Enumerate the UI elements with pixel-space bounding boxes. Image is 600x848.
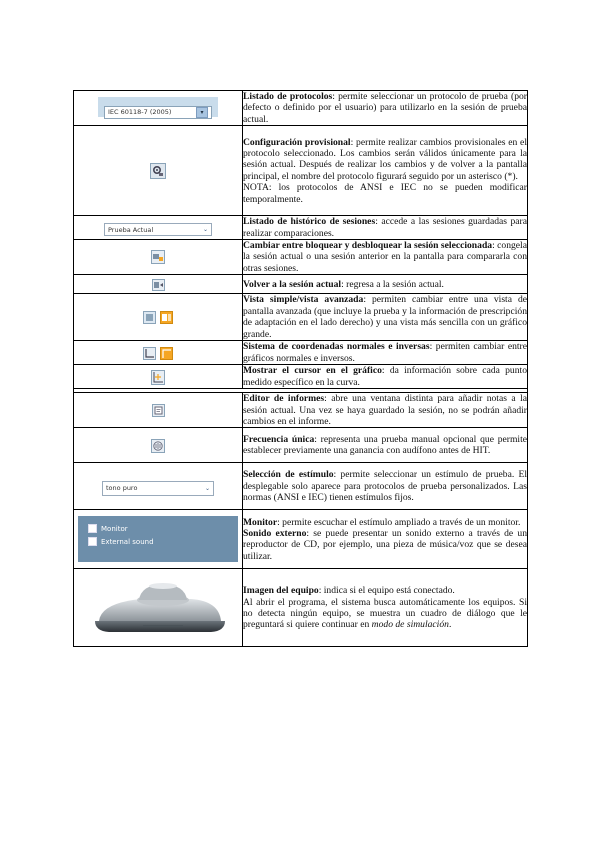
- controls-table: [73, 90, 528, 647]
- device-image: [81, 569, 236, 641]
- monitor-panel: Monitor External sound: [78, 516, 238, 562]
- report-editor-icon[interactable]: [152, 404, 165, 417]
- inverse-coords-icon[interactable]: [160, 347, 173, 360]
- table-row: [74, 216, 528, 240]
- return-session-icon[interactable]: [152, 279, 165, 291]
- table-row: [74, 341, 528, 365]
- temp-config-desc: Configuración provisional: permite realizar cambios provisionales en el protocolo seleccionado. Los cambios serán válidos únicamente para la sesión actual. Después de realizar los cambios y de volver a la pantalla principal, el nombre del protocolo figurará seguido por un asterisco (*). NOTA: los protocolos de ANSI e IEC no se pueden modificar temporalmente.: [243, 126, 528, 216]
- table-row: [74, 510, 528, 569]
- graph-cursor-desc: Mostrar el cursor en el gráfico: da información sobre cada punto medido específico en la curva.: [243, 365, 527, 388]
- stimulus-select[interactable]: tono puro ⌄: [102, 481, 214, 496]
- report-editor-desc: Editor de informes: abre una ventana distinta para añadir notas a la sesión actual. Una vez se haya guardado la sesión, no se podrán añadir cambios en el informe.: [243, 393, 527, 428]
- view-mode-desc: Vista simple/vista avanzada: permiten cambiar entre una vista de pantalla avanzada (que incluye la prueba y la información de prescripción de adaptación en el lado derecho) y una vista más sencilla con un gráfico grande.: [243, 294, 527, 340]
- table-row: [74, 393, 528, 428]
- normal-coords-icon[interactable]: [143, 347, 156, 360]
- protocol-select[interactable]: IEC 60118-7 (2005) ▾: [104, 106, 212, 119]
- chevron-down-icon: ▾: [196, 107, 208, 118]
- table-row: [74, 569, 528, 647]
- table-row: [74, 275, 528, 294]
- single-frequency-desc: Frecuencia única: representa una prueba manual opcional que permite establecer previamente una ganancia con audífono antes de HIT.: [243, 428, 528, 463]
- table-row: [74, 365, 528, 389]
- device-image-desc: Imagen del equipo: indica si el equipo está conectado. Al abrir el programa, el sistema busca automáticamente los equipos. Si no detecta ningún equipo, se muestra un cuadro de diálogo que le preguntará si quiere continuar en modo de simulación.: [243, 569, 528, 647]
- lock-toggle-icon[interactable]: [151, 250, 165, 264]
- gear-settings-icon[interactable]: [150, 163, 166, 179]
- session-history-select[interactable]: Prueba Actual ⌄: [104, 223, 212, 236]
- table-row: [74, 240, 528, 275]
- external-sound-checkbox[interactable]: [88, 537, 97, 546]
- monitor-desc: Monitor: permite escuchar el estímulo ampliado a través de un monitor. Sonido externo: se puede presentar un sonido externo a través de un reproductor de CD, por ejemplo, una pieza de música/voz que se desea utilizar.: [243, 510, 528, 569]
- chevron-down-icon: ⌄: [202, 226, 208, 234]
- protocol-list-cell: [74, 91, 243, 126]
- table-row: [74, 463, 528, 510]
- return-session-desc: Volver a la sesión actual: regresa a la sesión actual.: [243, 275, 528, 294]
- table-row: [74, 91, 528, 126]
- table-row: [74, 294, 528, 341]
- session-history-desc: Listado de histórico de sesiones: accede a las sesiones guardadas para realizar comparaciones.: [243, 216, 527, 239]
- simple-view-icon[interactable]: [143, 311, 156, 324]
- table-row: [74, 428, 528, 463]
- coords-desc: Sistema de coordenadas normales e inversas: permiten cambiar entre gráficos normales e inversos.: [243, 341, 528, 364]
- lock-session-desc: Cambiar entre bloquear y desbloquear la sesión seleccionada: congela la sesión actual o una sesión anterior en la pantalla para compararla con otras sesiones.: [243, 240, 527, 274]
- monitor-checkbox[interactable]: [88, 524, 97, 533]
- protocol-list-desc: Listado de protocolos: permite seleccionar un protocolo de prueba (por defecto o definido por el usuario) para utilizarlo en la sesión de prueba actual.: [243, 91, 527, 125]
- single-frequency-icon[interactable]: [151, 439, 165, 453]
- chevron-down-icon: ⌄: [204, 484, 210, 492]
- stimulus-desc: Selección de estímulo: permite seleccionar un estímulo de prueba. El desplegable solo aparece para protocolos de prueba personalizados. Las normas (ANSI e IEC) tienen estímulos fijos.: [243, 463, 528, 510]
- advanced-view-icon[interactable]: [160, 311, 173, 324]
- graph-cursor-icon[interactable]: [151, 370, 165, 385]
- table-row: [74, 126, 528, 216]
